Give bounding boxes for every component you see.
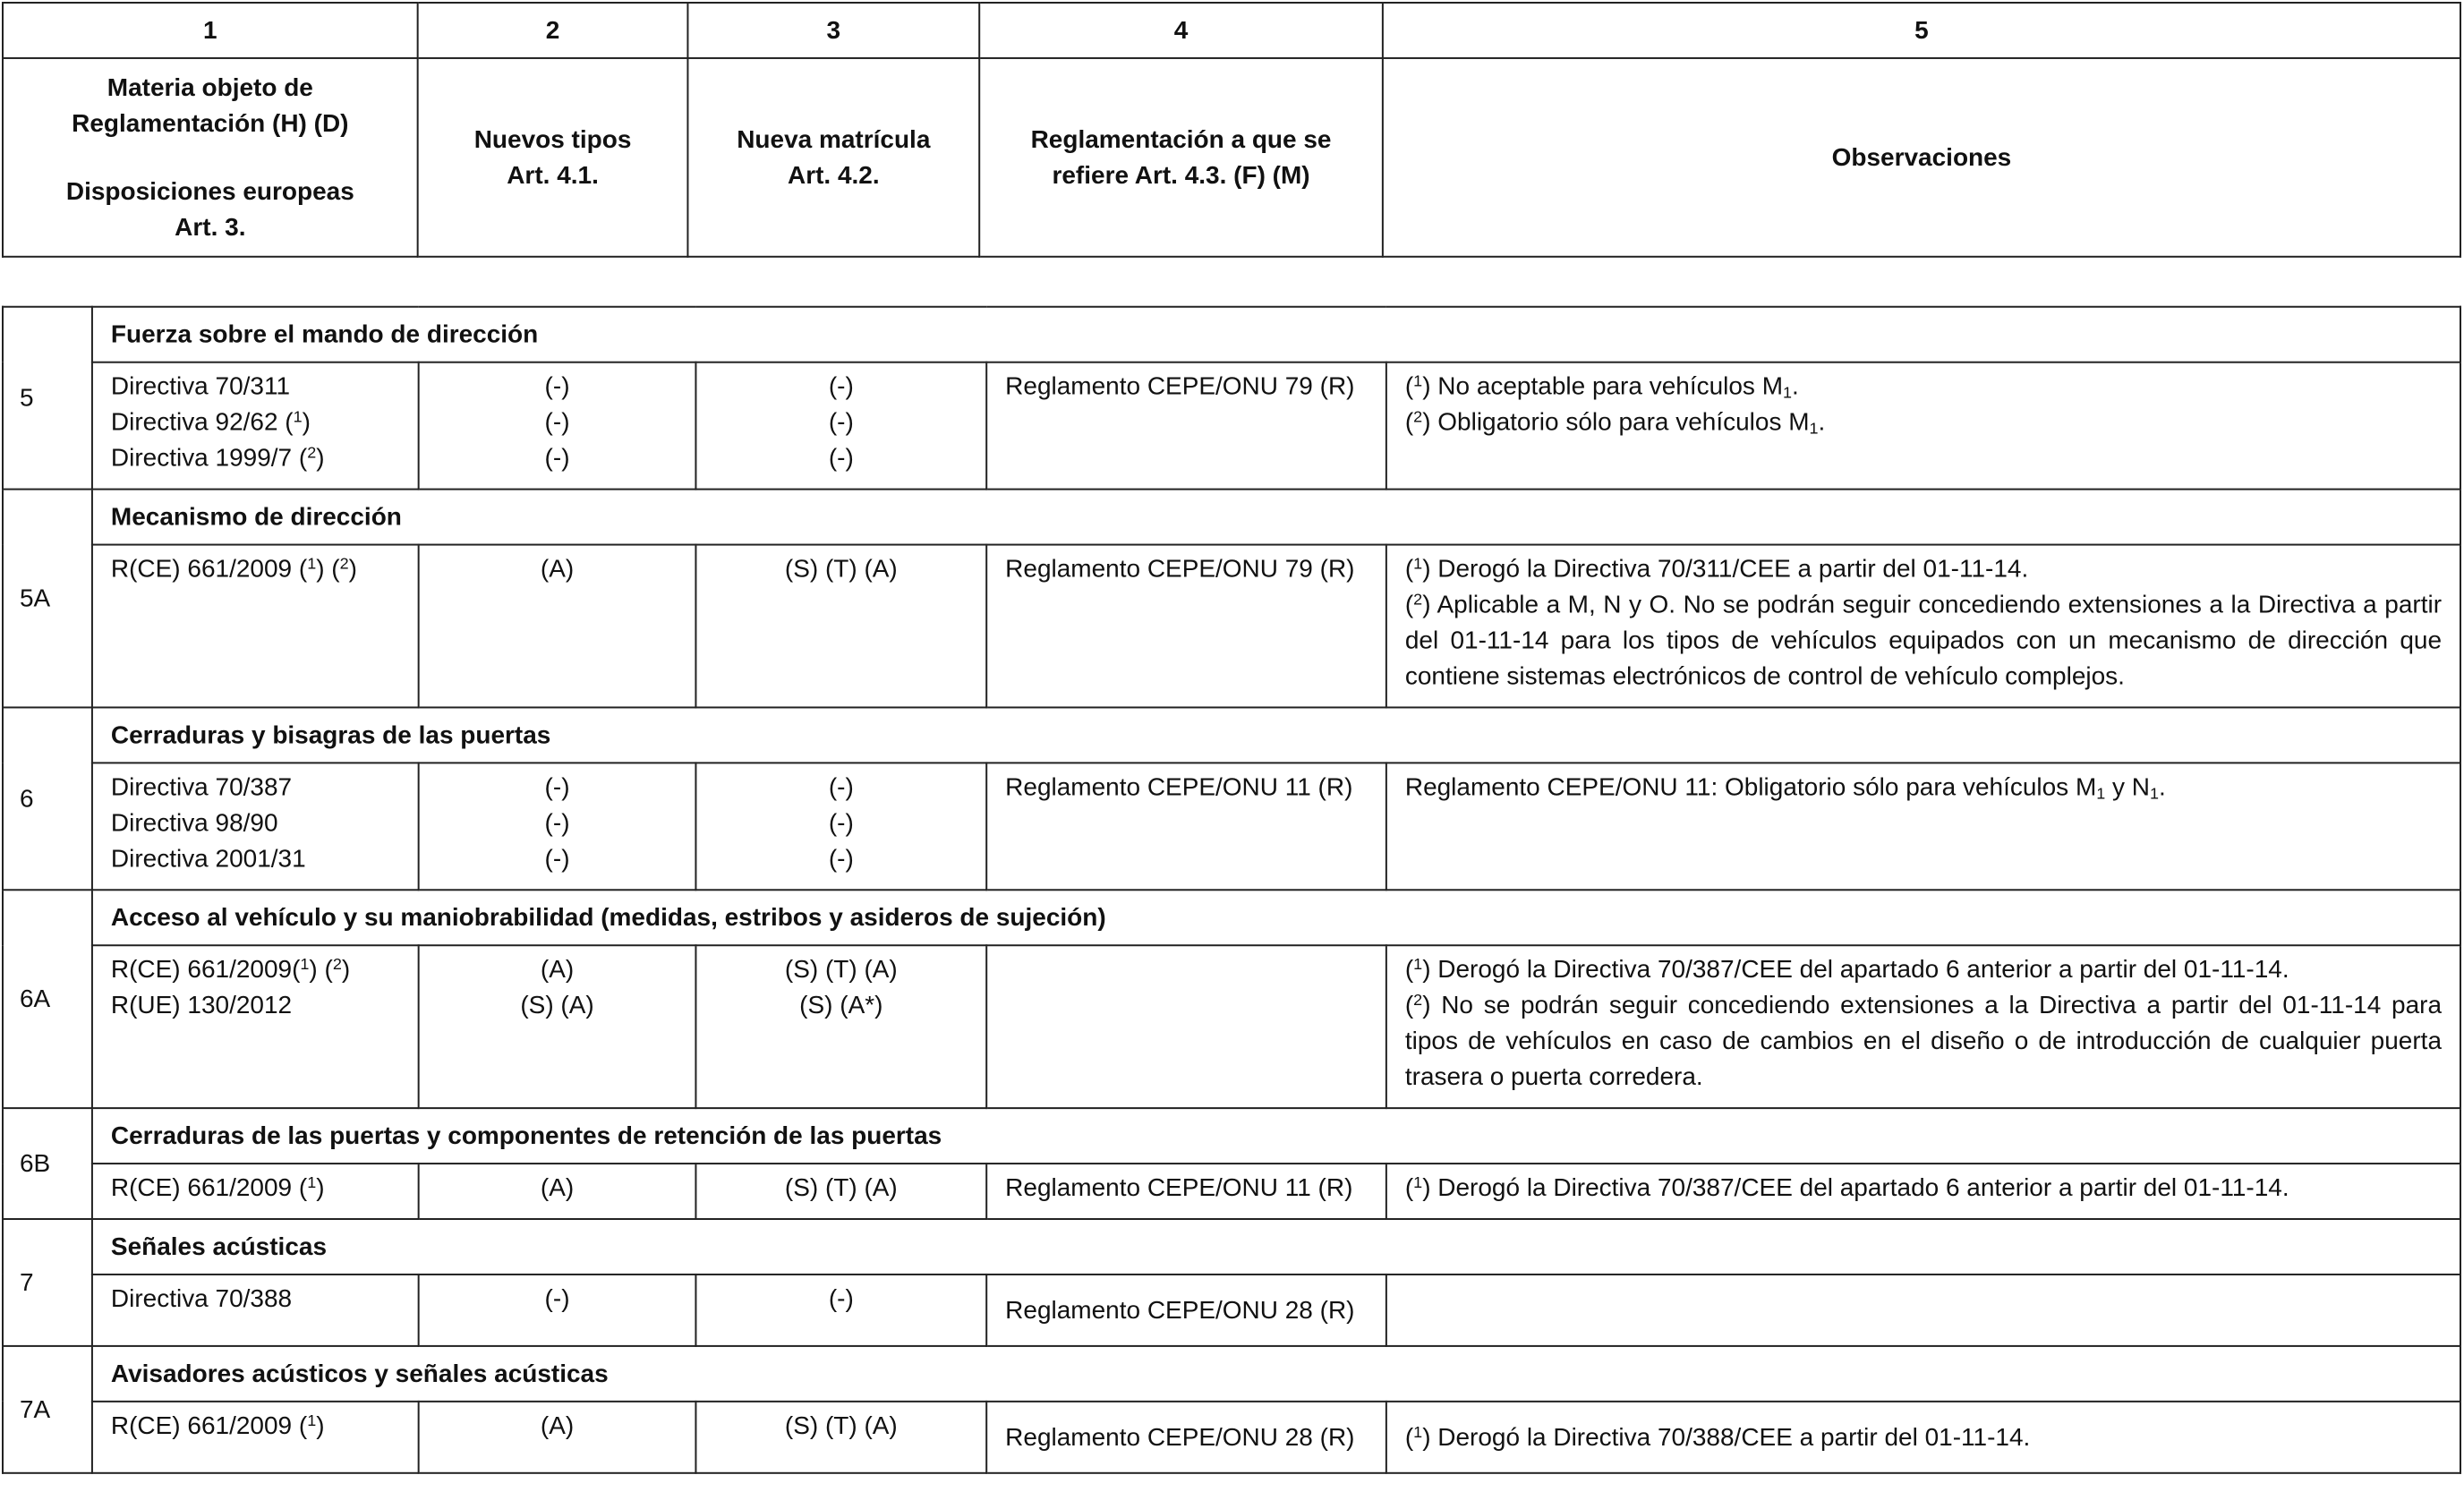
nueva-matricula-cell: (S) (T) (A) <box>695 1402 986 1473</box>
column-title-materia <box>3 58 418 257</box>
dispositions-cell <box>92 1164 419 1219</box>
observaciones-cell <box>1386 1164 2460 1219</box>
observation: ($^1$) Derogó la Directiva 70/388/CEE a partir del 01-11-14. <box>1404 1422 2031 1451</box>
value: (-) <box>828 772 854 801</box>
reglamento-cell: Reglamento CEPE/ONU 11 (R) <box>986 763 1386 890</box>
observaciones-cell <box>1386 362 2460 490</box>
column-number-1: 1 <box>3 3 418 58</box>
nuevos-tipos-cell: (A) <box>419 1164 696 1219</box>
value: (-) <box>828 371 854 400</box>
table-row <box>3 545 2460 708</box>
row-id: 7 <box>3 1219 92 1346</box>
nuevos-tipos-cell <box>419 945 696 1108</box>
title-line: Art. 4.1. <box>507 160 599 189</box>
table-row <box>3 307 2460 362</box>
disposition: Directiva 1999/7 ($^2$) <box>110 443 325 472</box>
column-title-nuevos-tipos <box>418 58 688 257</box>
dispositions-cell <box>92 945 419 1108</box>
column-title-reglamentacion <box>979 58 1383 257</box>
value: (-) <box>544 772 570 801</box>
table-row <box>3 763 2460 890</box>
observaciones-cell <box>1386 545 2460 708</box>
value: (-) <box>544 808 570 837</box>
table-row <box>3 362 2460 490</box>
table-row <box>3 1219 2460 1275</box>
title-line: Disposiciones europeas <box>65 176 354 205</box>
nueva-matricula-cell <box>695 763 986 890</box>
column-number-3: 3 <box>687 3 979 58</box>
table-row <box>3 490 2460 545</box>
table-row <box>3 1346 2460 1402</box>
observation: Reglamento CEPE/ONU 11: Obligatorio sólo para vehículos $M_1$ y $N_1$. <box>1404 772 2166 803</box>
value: (-) <box>544 443 570 472</box>
value: (-) <box>828 443 854 472</box>
observation: ($^2$) Aplicable a M, N y O. No se podrán seguir concediendo extensiones a la Directiva a partir del 01-11-14 para los tipos de vehículos equipados con un mecanismo de dirección que contiene sistemas electrónicos de control de vehículo complejos. <box>1404 590 2443 690</box>
row-subject: Cerraduras de las puertas y componentes de retención de las puertas <box>92 1108 2460 1164</box>
disposition: Directiva 92/62 ($^1$) <box>110 407 311 436</box>
column-title-nueva-matricula <box>687 58 979 257</box>
title-line: Art. 4.2. <box>788 160 880 189</box>
nueva-matricula-cell <box>695 362 986 490</box>
disposition: Directiva 98/90 <box>110 808 278 837</box>
value: (-) <box>828 844 854 873</box>
nueva-matricula-cell <box>695 945 986 1108</box>
value: (-) <box>828 407 854 436</box>
observation: ($^2$) No se podrán seguir concediendo extensiones a la Directiva a partir del 01-11-14 para tipos de vehículos en caso de cambios en el diseño o de introducción de cualquier puerta trasera o puerta corredera. <box>1404 991 2443 1091</box>
column-number-4: 4 <box>979 3 1383 58</box>
disposition: R(CE) 661/2009 ($^1$) <box>110 1173 325 1202</box>
table-row <box>3 1164 2460 1219</box>
table-row <box>3 1275 2460 1346</box>
title-line: refiere Art. 4.3. (F) (M) <box>1052 160 1310 189</box>
header-table <box>2 2 2461 258</box>
dispositions-cell <box>92 362 419 490</box>
reglamento-cell: Reglamento CEPE/ONU 79 (R) <box>986 362 1386 490</box>
title-line: Materia objeto de <box>107 72 313 101</box>
row-id: 6B <box>3 1108 92 1219</box>
observation: ($^1$) Derogó la Directiva 70/311/CEE a partir del 01-11-14. <box>1404 554 2029 583</box>
row-subject: Fuerza sobre el mando de dirección <box>92 307 2460 362</box>
disposition: Directiva 2001/31 <box>110 844 306 873</box>
dispositions-cell <box>92 545 419 708</box>
nuevos-tipos-cell: (A) <box>419 545 696 708</box>
disposition: R(UE) 130/2012 <box>110 991 293 1019</box>
observation: ($^1$) Derogó la Directiva 70/387/CEE del apartado 6 anterior a partir del 01-11-14. <box>1404 955 2289 984</box>
title-line: Reglamentación (H) (D) <box>72 108 349 137</box>
observation: ($^1$) Derogó la Directiva 70/387/CEE del apartado 6 anterior a partir del 01-11-14. <box>1404 1173 2289 1202</box>
disposition: R(CE) 661/2009 ($^1$) <box>110 1411 325 1439</box>
value: (-) <box>544 407 570 436</box>
dispositions-cell <box>92 763 419 890</box>
table-row <box>3 1108 2460 1164</box>
nuevos-tipos-cell: (A) <box>419 1402 696 1473</box>
column-number-5: 5 <box>1383 3 2460 58</box>
nueva-matricula-cell: (S) (T) (A) <box>695 545 986 708</box>
title-line: Nuevos tipos <box>473 124 632 153</box>
reglamento-cell: Reglamento CEPE/ONU 28 (R) <box>986 1402 1386 1473</box>
table-row <box>3 1402 2460 1473</box>
row-id: 6 <box>3 707 92 890</box>
value: (A) <box>540 955 575 984</box>
reglamento-cell: Reglamento CEPE/ONU 28 (R) <box>986 1275 1386 1346</box>
nueva-matricula-cell: (-) <box>695 1275 986 1346</box>
row-id: 7A <box>3 1346 92 1473</box>
observaciones-cell <box>1386 945 2460 1108</box>
title-line: Nueva matrícula <box>737 124 931 153</box>
value: (-) <box>828 808 854 837</box>
column-number-row <box>3 3 2460 58</box>
observation: ($^1$) No aceptable para vehículos $M_1$. <box>1404 371 1799 402</box>
observaciones-cell <box>1386 1402 2460 1473</box>
row-subject: Acceso al vehículo y su maniobrabilidad (medidas, estribos y asideros de sujeción) <box>92 890 2460 945</box>
nuevos-tipos-cell: (-) <box>419 1275 696 1346</box>
table-row <box>3 707 2460 763</box>
title-line: Reglamentación a que se <box>1030 124 1332 153</box>
disposition: R(CE) 661/2009($^1$) ($^2$) <box>110 955 351 984</box>
column-number-2: 2 <box>418 3 688 58</box>
regulation-table <box>2 306 2461 1474</box>
reglamento-cell: Reglamento CEPE/ONU 79 (R) <box>986 545 1386 708</box>
column-title-observaciones: Observaciones <box>1383 58 2460 257</box>
table-row <box>3 890 2460 945</box>
value: (S) (A) <box>520 991 594 1019</box>
disposition: Directiva 70/311 <box>110 371 291 400</box>
table-row <box>3 945 2460 1108</box>
disposition: Directiva 70/387 <box>110 772 293 801</box>
value: (-) <box>544 371 570 400</box>
value: (S) (A*) <box>799 991 883 1019</box>
row-id: 5A <box>3 490 92 708</box>
nuevos-tipos-cell <box>419 362 696 490</box>
value: (-) <box>544 844 570 873</box>
dispositions-cell: Directiva 70/388 <box>92 1275 419 1346</box>
row-subject: Cerraduras y bisagras de las puertas <box>92 707 2460 763</box>
row-subject: Mecanismo de dirección <box>92 490 2460 545</box>
disposition: R(CE) 661/2009 ($^1$) ($^2$) <box>110 554 357 583</box>
title-line: Art. 3. <box>175 212 246 241</box>
reglamento-cell: Reglamento CEPE/ONU 11 (R) <box>986 1164 1386 1219</box>
nueva-matricula-cell: (S) (T) (A) <box>695 1164 986 1219</box>
observaciones-cell <box>1386 763 2460 890</box>
row-subject: Señales acústicas <box>92 1219 2460 1275</box>
nuevos-tipos-cell <box>419 763 696 890</box>
column-title-row <box>3 58 2460 257</box>
row-id: 6A <box>3 890 92 1108</box>
observaciones-cell <box>1386 1275 2460 1346</box>
value: (S) (T) (A) <box>784 955 898 984</box>
dispositions-cell <box>92 1402 419 1473</box>
observation: ($^2$) Obligatorio sólo para vehículos $M_1$. <box>1404 407 1826 438</box>
reglamento-cell <box>986 945 1386 1108</box>
row-subject: Avisadores acústicos y señales acústicas <box>92 1346 2460 1402</box>
row-id: 5 <box>3 307 92 490</box>
